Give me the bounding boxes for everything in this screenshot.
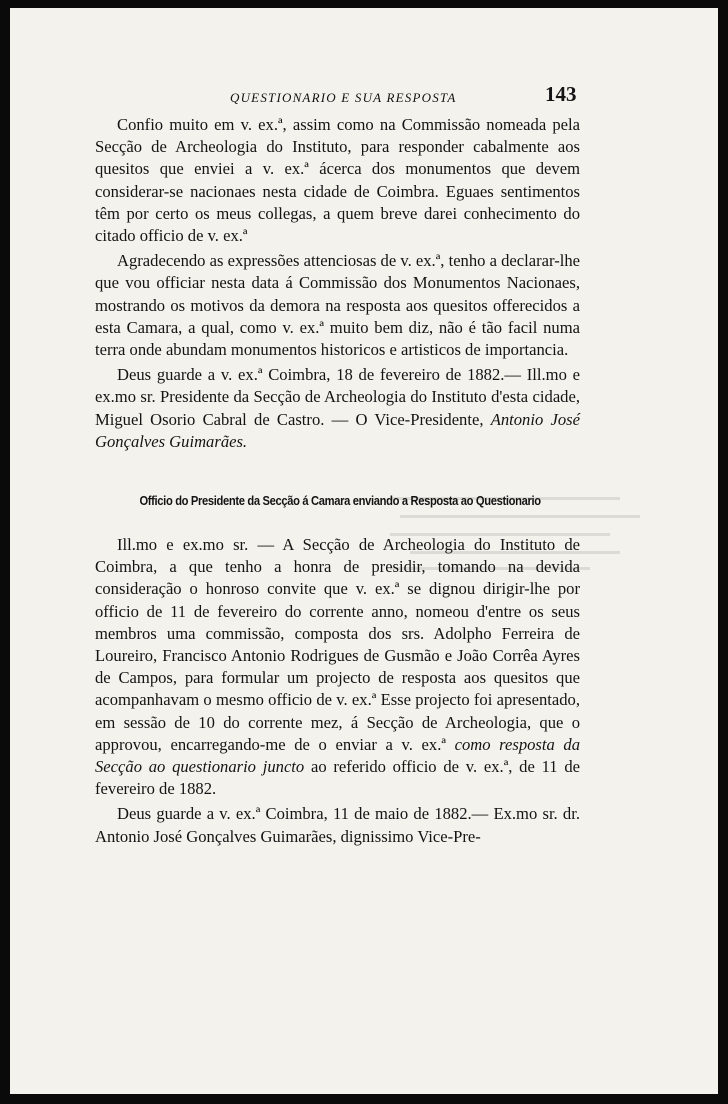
letter2-italic-phrase: como resposta da Secção ao questionario juncto bbox=[95, 734, 580, 777]
book-page bbox=[10, 8, 718, 1094]
letter2-paragraph-1 bbox=[95, 534, 580, 800]
page-number: 143 bbox=[545, 82, 577, 106]
running-title: QUESTIONARIO E SUA RESPOSTA bbox=[230, 90, 457, 105]
letter1-paragraph-2: Agradecendo as expressões attenciosas de v. ex.ª, tenho a declarar-lhe que vou officiar nesta data á Commissão dos Monumentos Nacionaes, mostrando os motivos da demora na resposta aos quesitos offerecidos a esta Camara, a qual, como v. ex.ª muito bem diz, não é tão facil numa terra onde abundam monumentos historicos e artisticos de importancia. bbox=[95, 251, 580, 360]
letter2-closing: Deus guarde a v. ex.ª Coimbra, 11 de maio de 1882.— Ex.mo sr. dr. Antonio José Gonçalves Guimarães, dignissimo Vice-Pre- bbox=[95, 804, 580, 846]
letter1-signature: Antonio José Gonçalves Guimarães. bbox=[95, 409, 580, 451]
section-heading: Officio do Presidente da Secção á Camara enviando a Resposta ao Questionario bbox=[139, 493, 541, 509]
letter1-closing bbox=[95, 364, 580, 453]
letter1-paragraph-1: Confio muito em v. ex.ª, assim como na Commissão nomeada pela Secção de Archeologia do Instituto, para responder cabalmente aos quesitos que enviei a v. ex.ª ácerca dos monumentos que devem considerar-se nacionaes nesta cidade de Coimbra. Eguaes sentimentos têm por certo os meus collegas, a quem breve darei conhecimento do citado officio de v. ex.ª bbox=[95, 115, 580, 246]
letter1-closing-text: Deus guarde a v. ex.ª Coimbra, 18 de fevereiro de 1882.— Ill.mo e ex.mo sr. Presidente da Secção de Archeologia do Instituto d'esta cidade, Miguel Osorio Cabral de Castro. — O Vice-Presidente, bbox=[95, 365, 580, 429]
letter2-paragraph-1-text: Ill.mo e ex.mo sr. — A Secção de Archeologia do Instituto de Coimbra, a que tenho a honra de presidir, tomando na devida consideração o honroso convite que v. ex.ª se dignou dirigir-lhe por officio de 11 de fevereiro do corrente anno, nomeou d'entre os seus membros uma commissão, composta dos srs. Adolpho Ferreira de Loureiro, Francisco Antonio Rodrigues de Gusmão e João Corrêa Ayres de Campos, para formular um projecto de resposta aos quesitos que acompanhavam o mesmo officio de v. ex.ª Esse projecto foi apresentado, em sessão de 10 do corrente mez, á Secção de Archeologia, que o approvou, encarregando-me de o enviar a v. ex.ª bbox=[95, 535, 580, 754]
body-text bbox=[95, 114, 580, 848]
page-header bbox=[10, 82, 718, 114]
letter2-paragraph-1-end: ao referido officio de v. ex.ª, de 11 de fevereiro de 1882. bbox=[95, 757, 580, 799]
